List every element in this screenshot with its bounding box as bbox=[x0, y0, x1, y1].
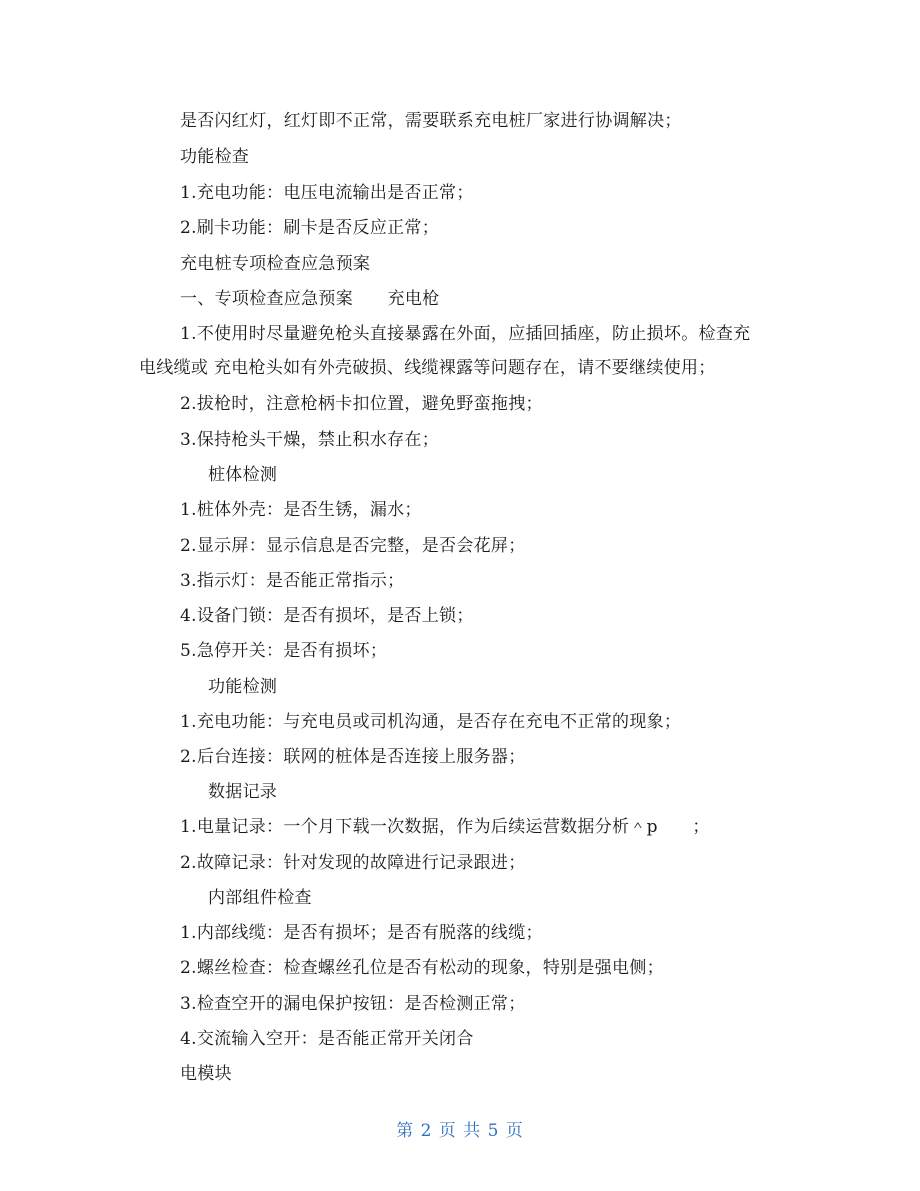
text-line: 3.保持枪头干燥，禁止积水存在； bbox=[180, 430, 440, 450]
section-heading: 数据记录 bbox=[208, 782, 278, 802]
section-heading: 一、专项检查应急预案 充电枪 bbox=[180, 289, 440, 309]
text-line: 1.充电功能：与充电员或司机沟通，是否存在充电不正常的现象； bbox=[180, 712, 682, 732]
text-line: 2.后台连接：联网的桩体是否连接上服务器； bbox=[180, 747, 526, 767]
text-line: 1.电量记录：一个月下载一次数据，作为后续运营数据分析＾p ； bbox=[180, 817, 710, 837]
text-line: 1.内部线缆：是否有损坏；是否有脱落的线缆； bbox=[180, 923, 543, 943]
text-line: 2.拔枪时，注意枪柄卡扣位置，避免野蛮拖拽； bbox=[180, 394, 543, 414]
section-heading: 桩体检测 bbox=[208, 465, 278, 485]
text-line: 4.设备门锁：是否有损坏，是否上锁； bbox=[180, 606, 474, 626]
text-line: 2.显示屏：显示信息是否完整，是否会花屏； bbox=[180, 536, 526, 556]
text-line: 2.螺丝检查：检查螺丝孔位是否有松动的现象，特别是强电侧； bbox=[180, 958, 664, 978]
page-number-footer: 第 2 页 共 5 页 bbox=[396, 1121, 524, 1141]
section-heading: 内部组件检查 bbox=[208, 888, 312, 908]
text-line: 2.刷卡功能：刷卡是否反应正常； bbox=[180, 218, 440, 238]
section-heading: 电模块 bbox=[180, 1064, 232, 1084]
text-line: 1.桩体外壳：是否生锈，漏水； bbox=[180, 500, 422, 520]
section-heading: 功能检测 bbox=[208, 677, 278, 697]
text-line: 4.交流输入空开：是否能正常开关闭合 bbox=[180, 1029, 474, 1049]
text-line: 3.检查空开的漏电保护按钮：是否检测正常； bbox=[180, 994, 526, 1014]
text-line: 5.急停开关：是否有损坏； bbox=[180, 641, 388, 661]
text-line: 1.充电功能：电压电流输出是否正常； bbox=[180, 183, 474, 203]
text-line: 1.不使用时尽量避免枪头直接暴露在外面，应插回插座，防止损坏。检查充 bbox=[180, 324, 751, 344]
text-line: 电线缆或 充电枪头如有外壳破损、线缆裸露等问题存在，请不要继续使用； bbox=[139, 358, 716, 378]
text-line: 是否闪红灯，红灯即不正常，需要联系充电桩厂家进行协调解决； bbox=[180, 111, 682, 131]
section-heading: 功能检查 bbox=[180, 147, 250, 167]
text-line: 3.指示灯：是否能正常指示； bbox=[180, 571, 405, 591]
text-line: 2.故障记录：针对发现的故障进行记录跟进； bbox=[180, 853, 526, 873]
section-heading: 充电桩专项检查应急预案 bbox=[180, 254, 371, 274]
